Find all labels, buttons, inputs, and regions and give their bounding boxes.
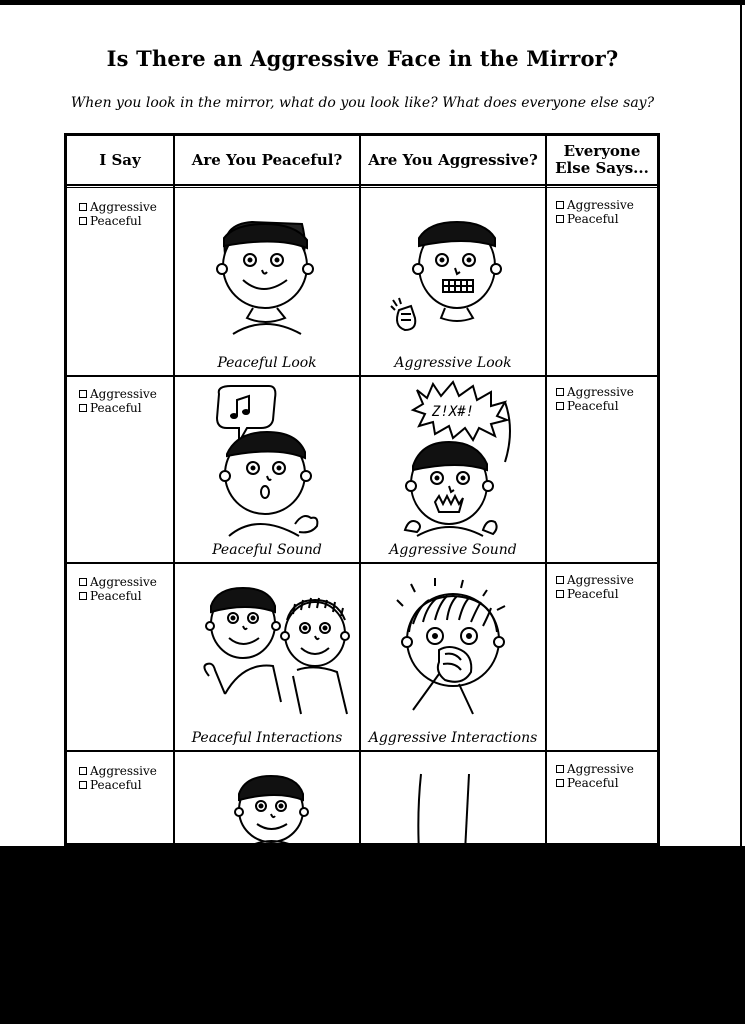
checkbox-peaceful[interactable]: Peaceful [79, 778, 157, 792]
checkbox-square[interactable] [79, 390, 87, 398]
checkbox-peaceful[interactable]: Peaceful [556, 776, 634, 790]
checkbox-aggressive[interactable]: Aggressive [556, 573, 634, 587]
checkbox-aggressive[interactable]: Aggressive [79, 387, 157, 401]
everyone-checkboxes-row-4 [556, 762, 634, 790]
i-say-checkboxes-row-1 [79, 200, 157, 228]
caption-peaceful-sound: Peaceful Sound [212, 542, 322, 558]
checkbox-aggressive[interactable]: Aggressive [556, 385, 634, 399]
checkbox-square[interactable] [79, 404, 87, 412]
checkbox-square[interactable] [556, 576, 564, 584]
header-everyone-line1: Everyone [563, 142, 641, 160]
column-divider [545, 136, 547, 843]
page-top-border [0, 0, 745, 5]
checkbox-square[interactable] [79, 578, 87, 586]
everyone-checkboxes-row-2 [556, 385, 634, 413]
row-divider [67, 562, 657, 564]
checkbox-peaceful[interactable]: Peaceful [556, 399, 634, 413]
checkbox-square[interactable] [79, 767, 87, 775]
checkbox-peaceful[interactable]: Peaceful [79, 589, 157, 603]
peaceful-row4-drawing [227, 772, 317, 846]
header-everyone-line2: Else Says... [555, 159, 649, 177]
checkbox-square[interactable] [79, 781, 87, 789]
checkbox-square[interactable] [556, 201, 564, 209]
caption-aggressive-look: Aggressive Look [394, 355, 512, 371]
aggressive-interactions-drawing [389, 576, 529, 726]
aggressive-look-drawing [387, 214, 517, 344]
checkbox-aggressive[interactable]: Aggressive [79, 200, 157, 214]
everyone-checkboxes-row-3 [556, 573, 634, 601]
page-subtitle: When you look in the mirror, what do you look like? What does everyone else say? [70, 95, 655, 111]
caption-aggressive-interactions: Aggressive Interactions [368, 730, 538, 746]
row-divider [67, 750, 657, 752]
peaceful-interactions-drawing [197, 584, 357, 724]
checkbox-square[interactable] [556, 215, 564, 223]
checkbox-square[interactable] [556, 388, 564, 396]
checkbox-aggressive[interactable]: Aggressive [79, 575, 157, 589]
black-margin [0, 846, 745, 1024]
checkbox-square[interactable] [79, 203, 87, 211]
header-are-you-peaceful: Are You Peaceful? [191, 150, 343, 169]
checkbox-aggressive[interactable]: Aggressive [556, 198, 634, 212]
worksheet-table [64, 133, 660, 846]
aggressive-row4-drawing [407, 772, 487, 846]
caption-aggressive-sound: Aggressive Sound [389, 542, 517, 558]
checkbox-square[interactable] [556, 765, 564, 773]
speech-bubble-text: Z!X#! [431, 404, 475, 420]
checkbox-square[interactable] [556, 779, 564, 787]
peaceful-sound-drawing [207, 384, 337, 544]
checkbox-peaceful[interactable]: Peaceful [556, 212, 634, 226]
checkbox-square[interactable] [79, 217, 87, 225]
checkbox-peaceful[interactable]: Peaceful [79, 214, 157, 228]
header-are-you-aggressive: Are You Aggressive? [368, 150, 538, 169]
checkbox-peaceful[interactable]: Peaceful [79, 401, 157, 415]
peaceful-look-drawing [207, 214, 327, 344]
checkbox-square[interactable] [556, 590, 564, 598]
checkbox-peaceful[interactable]: Peaceful [556, 587, 634, 601]
row-divider [67, 375, 657, 377]
checkbox-square[interactable] [556, 402, 564, 410]
i-say-checkboxes-row-3 [79, 575, 157, 603]
checkbox-square[interactable] [79, 592, 87, 600]
checkbox-aggressive[interactable]: Aggressive [79, 764, 157, 778]
checkbox-aggressive[interactable]: Aggressive [556, 762, 634, 776]
page-title: Is There an Aggressive Face in the Mirror? [106, 46, 619, 71]
aggressive-sound-drawing [387, 380, 527, 544]
header-everyone-else-says [547, 136, 657, 184]
caption-peaceful-interactions: Peaceful Interactions [191, 730, 343, 746]
caption-peaceful-look: Peaceful Look [217, 355, 317, 371]
page-right-border [740, 0, 742, 846]
everyone-checkboxes-row-1 [556, 198, 634, 226]
header-i-say: I Say [99, 150, 141, 169]
header-divider [67, 184, 657, 188]
i-say-checkboxes-row-2 [79, 387, 157, 415]
i-say-checkboxes-row-4 [79, 764, 157, 792]
